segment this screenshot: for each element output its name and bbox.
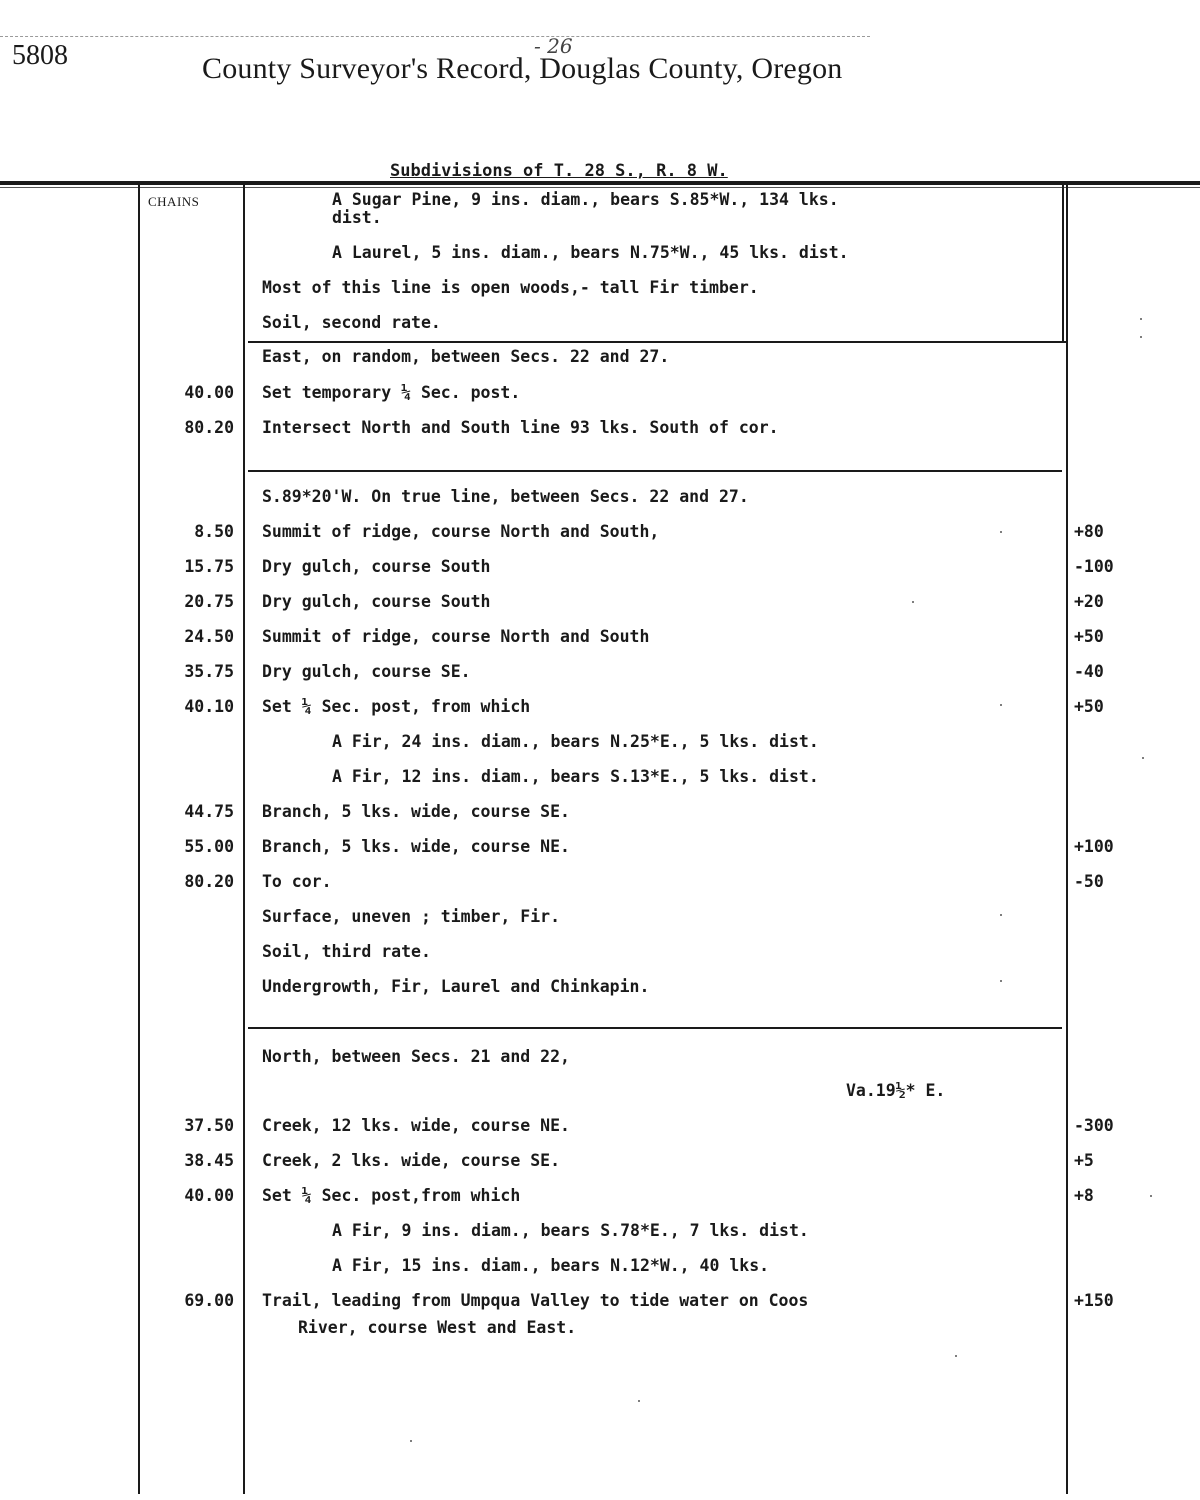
chains-value: 24.50 — [184, 627, 234, 646]
elevation-value: -300 — [1074, 1116, 1114, 1135]
note-text: A Fir, 15 ins. diam., bears N.12*W., 40 lks. — [332, 1256, 770, 1275]
scan-speck — [1000, 980, 1002, 982]
chains-value: 44.75 — [184, 802, 234, 821]
handwritten-page-number: - 26 — [534, 34, 573, 58]
magnetic-variation: Va.19½* E. — [846, 1081, 946, 1100]
note-line — [0, 557, 1200, 587]
note-text: S.89*20'W. On true line, between Secs. 22 and 27. — [262, 487, 749, 506]
elevation-value: -100 — [1074, 557, 1114, 576]
note-text: Set ¼ Sec. post,from which — [262, 1186, 521, 1205]
note-line — [0, 487, 1200, 517]
elevation-value: +20 — [1074, 592, 1104, 611]
note-line — [0, 662, 1200, 692]
note-line-variation — [0, 1081, 1200, 1111]
note-text: East, on random, between Secs. 22 and 27. — [262, 347, 670, 366]
note-text: North, between Secs. 21 and 22, — [262, 1047, 570, 1066]
note-text: A Fir, 24 ins. diam., bears N.25*E., 5 lks. dist. — [332, 732, 819, 751]
note-line — [0, 278, 1200, 308]
chains-value: 40.00 — [184, 1186, 234, 1205]
elevation-value: +100 — [1074, 837, 1114, 856]
note-text: Dry gulch, course SE. — [262, 662, 471, 681]
scan-speck — [955, 1355, 957, 1357]
note-line — [0, 767, 1200, 797]
scan-speck — [1000, 914, 1002, 916]
elevation-value: +50 — [1074, 627, 1104, 646]
note-text: A Fir, 12 ins. diam., bears S.13*E., 5 lks. dist. — [332, 767, 819, 786]
note-text: Set ¼ Sec. post, from which — [262, 697, 531, 716]
note-text: Surface, uneven ; timber, Fir. — [262, 907, 561, 926]
chains-value: 37.50 — [184, 1116, 234, 1135]
note-line — [0, 1256, 1200, 1286]
scan-speck — [912, 601, 914, 603]
note-line — [0, 347, 1200, 377]
note-line — [0, 942, 1200, 972]
note-text: Dry gulch, course South — [262, 592, 491, 611]
note-line — [0, 837, 1200, 867]
note-line — [0, 1047, 1200, 1077]
scan-speck — [1000, 531, 1002, 533]
scan-speck — [410, 1440, 412, 1442]
note-line — [0, 592, 1200, 622]
note-line — [0, 732, 1200, 762]
note-line — [0, 627, 1200, 657]
note-line — [0, 977, 1200, 1007]
note-text: dist. — [332, 208, 382, 227]
note-line — [0, 243, 1200, 273]
note-line — [0, 313, 1200, 343]
chains-value: 38.45 — [184, 1151, 234, 1170]
chains-value: 20.75 — [184, 592, 234, 611]
note-text: A Fir, 9 ins. diam., bears S.78*E., 7 lks. dist. — [332, 1221, 809, 1240]
note-text: Summit of ridge, course North and South, — [262, 522, 660, 541]
note-line — [0, 907, 1200, 937]
note-text: Creek, 2 lks. wide, course SE. — [262, 1151, 561, 1170]
note-line — [0, 1318, 1200, 1348]
note-text: A Laurel, 5 ins. diam., bears N.75*W., 45 lks. dist. — [332, 243, 849, 262]
note-line — [0, 383, 1200, 413]
note-line — [0, 1186, 1200, 1216]
note-text: Soil, second rate. — [262, 313, 441, 332]
note-text: A Sugar Pine, 9 ins. diam., bears S.85*W., 134 lks. — [332, 190, 839, 209]
note-line — [0, 522, 1200, 552]
note-text: Most of this line is open woods,- tall Fir timber. — [262, 278, 759, 297]
note-line — [0, 697, 1200, 727]
elevation-value: +150 — [1074, 1291, 1114, 1310]
chains-value: 80.20 — [184, 418, 234, 437]
chains-value: 40.10 — [184, 697, 234, 716]
note-line — [0, 872, 1200, 902]
elevation-value: +50 — [1074, 697, 1104, 716]
chains-value: 35.75 — [184, 662, 234, 681]
note-text: Trail, leading from Umpqua Valley to tide water on Coos — [262, 1291, 809, 1310]
chains-value: 40.00 — [184, 383, 234, 402]
elevation-value: +5 — [1074, 1151, 1094, 1170]
chains-value: 80.20 — [184, 872, 234, 891]
note-line — [0, 802, 1200, 832]
chains-value: 55.00 — [184, 837, 234, 856]
elevation-value: +8 — [1074, 1186, 1094, 1205]
note-text: To cor. — [262, 872, 332, 891]
note-text: Dry gulch, course South — [262, 557, 491, 576]
note-line — [0, 1116, 1200, 1146]
scan-speck — [1142, 757, 1144, 759]
subdivision-heading: Subdivisions of T. 28 S., R. 8 W. — [390, 161, 728, 181]
note-text: Set temporary ¼ Sec. post. — [262, 383, 521, 402]
note-line — [0, 418, 1200, 448]
note-text: Undergrowth, Fir, Laurel and Chinkapin. — [262, 977, 650, 996]
note-text: Soil, third rate. — [262, 942, 431, 961]
note-text: Branch, 5 lks. wide, course SE. — [262, 802, 570, 821]
scan-speck — [1140, 336, 1142, 338]
note-line — [0, 1221, 1200, 1251]
scan-speck — [1140, 318, 1142, 320]
chains-value: 15.75 — [184, 557, 234, 576]
chains-value: 69.00 — [184, 1291, 234, 1310]
elevation-value: +80 — [1074, 522, 1104, 541]
note-line — [0, 208, 1200, 238]
page-number: 5808 — [12, 40, 68, 71]
elevation-value: -50 — [1074, 872, 1104, 891]
note-text: Intersect North and South line 93 lks. South of cor. — [262, 418, 779, 437]
record-title: County Surveyor's Record, Douglas County, Oregon — [202, 52, 843, 85]
scan-speck — [638, 1400, 640, 1402]
note-line — [0, 1291, 1200, 1321]
note-text: Creek, 12 lks. wide, course NE. — [262, 1116, 570, 1135]
chains-value: 8.50 — [194, 522, 234, 541]
scan-speck — [1000, 704, 1002, 706]
note-text: Branch, 5 lks. wide, course NE. — [262, 837, 570, 856]
chains-header: CHAINS — [148, 194, 200, 209]
elevation-value: -40 — [1074, 662, 1104, 681]
scan-speck — [1150, 1195, 1152, 1197]
note-line — [0, 1151, 1200, 1181]
note-text: Summit of ridge, course North and South — [262, 627, 650, 646]
note-text: River, course West and East. — [298, 1318, 577, 1337]
